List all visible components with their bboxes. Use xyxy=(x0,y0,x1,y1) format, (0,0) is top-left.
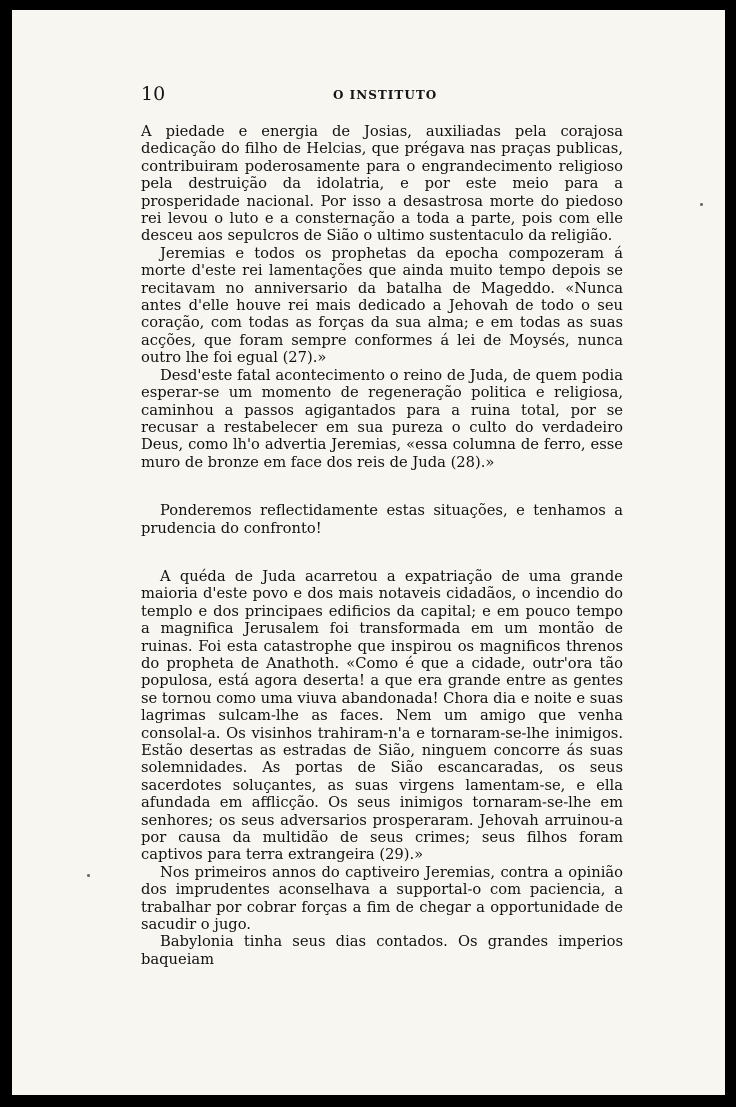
paper-speck xyxy=(87,874,90,877)
paper-speck xyxy=(700,203,703,206)
page-header xyxy=(141,80,621,110)
section-gap xyxy=(141,537,623,568)
paragraph: A quéda de Juda acarretou a expatriação de uma grande maioria d'este povo e dos mais notaveis cidadãos, o incendio do templo e dos principaes edificios da capital; e em pouco tempo a magnifica Jerusalem foi transformada em um montão de ruinas. Foi esta catastrophe que inspirou os magnificos threnos do propheta de Anathoth. «Como é que a cidade, outr'ora tão populosa, está agora deserta! a que era grande entre as gentes se tornou como uma viuva abandonada! Chora dia e noite e suas lagrimas sulcam-lhe as faces. Nem um amigo que venha consolal-a. Os visinhos trahiram-n'a e tornaram-se-lhe inimigos. Estão desertas as estradas de Sião, ninguem concorre ás suas solemnidades. As portas de Sião escancaradas, os seus sacerdotes soluçantes, as suas virgens lamentam-se, e ella afundada em afflicção. Os seus inimigos tornaram-se-lhe em senhores; os seus adversarios prosperaram. Jehovah arruinou-a por causa da multidão de seus crimes; seus filhos foram captivos para terra extrangeira (29).» xyxy=(141,567,623,864)
article-body xyxy=(141,123,623,968)
page-number: 10 xyxy=(141,83,166,105)
paragraph: Jeremias e todos os prophetas da epocha compozeram á morte d'este rei lamentações que ainda muito tempo depois se recitavam no anniversario da batalha de Mageddo. «Nunca antes d'elle houve rei mais dedicado a Jehovah de todo o seu coração, com todas as forças da sua alma; e em todas as suas acções, que foram sempre conformes á lei de Moysés, nunca outro lhe foi egual (27).» xyxy=(141,244,623,367)
running-title: O INSTITUTO xyxy=(333,88,438,102)
paragraph: A piedade e energia de Josias, auxiliadas pela corajosa dedicação do filho de Helcias, que prégava nas praças publicas, contribuiram poderosamente para o engrandecimento religioso pela destruição da idolatria, e por este meio para a prosperidade nacional. Por isso a desastrosa morte do piedoso rei levou o luto e a consternação a toda a parte, pois com elle desceu aos sepulcros de Sião o ultimo sustentaculo da religião. xyxy=(141,123,623,245)
paragraph: Ponderemos reflectidamente estas situações, e tenhamos a prudencia do confronto! xyxy=(141,502,623,537)
section-gap xyxy=(141,471,623,502)
paragraph: Nos primeiros annos do captiveiro Jeremias, contra a opinião dos imprudentes aconselhava a supportal-o com paciencia, a trabalhar por cobrar forças a fim de chegar a opportunidade de sacudir o jugo. xyxy=(141,863,623,934)
paragraph: Babylonia tinha seus dias contados. Os grandes imperios baqueiam xyxy=(141,933,623,968)
paragraph: Desd'este fatal acontecimento o reino de Juda, de quem podia esperar-se um momento de regeneração politica e religiosa, caminhou a passos agigantados para a ruina total, por se recusar a restabelecer em sua pureza o culto do verdadeiro Deus, como lh'o advertia Jeremias, «essa columna de ferro, esse muro de bronze em face dos reis de Juda (28).» xyxy=(141,366,623,471)
